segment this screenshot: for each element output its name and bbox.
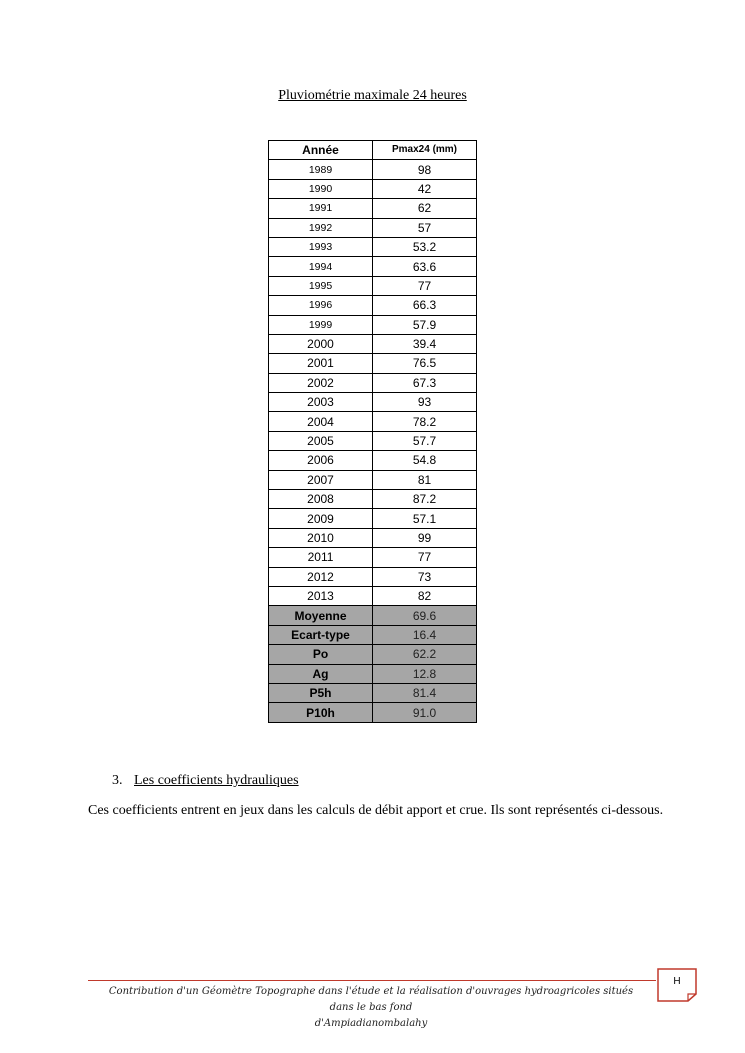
pmax24-cell: 57 bbox=[373, 218, 477, 237]
pmax24-cell: 73 bbox=[373, 567, 477, 586]
footer-line-1: Contribution d'un Géomètre Topographe dans l'étude et la réalisation d'ouvrages hydroagricoles situés dans le bas fond bbox=[108, 986, 634, 1013]
table-row bbox=[269, 160, 477, 179]
stat-value-cell: 12.8 bbox=[373, 664, 477, 683]
stat-value-cell: 69.6 bbox=[373, 606, 477, 625]
table-row bbox=[269, 567, 477, 586]
stat-row bbox=[269, 664, 477, 683]
year-cell: 2002 bbox=[269, 373, 373, 392]
year-cell: 2009 bbox=[269, 509, 373, 528]
stat-row bbox=[269, 703, 477, 722]
table-row bbox=[269, 412, 477, 431]
section-paragraph: Ces coefficients entrent en jeux dans les calculs de débit apport et crue. Ils sont représentés ci-dessous. bbox=[88, 803, 664, 818]
year-cell: 2007 bbox=[269, 470, 373, 489]
table-row bbox=[269, 237, 477, 256]
pmax24-cell: 99 bbox=[373, 528, 477, 547]
stat-row bbox=[269, 606, 477, 625]
pmax24-cell: 57.1 bbox=[373, 509, 477, 528]
footer-caption bbox=[96, 984, 646, 1032]
year-cell: 2003 bbox=[269, 393, 373, 412]
pmax24-cell: 93 bbox=[373, 393, 477, 412]
year-cell: 1992 bbox=[269, 218, 373, 237]
pmax24-cell: 67.3 bbox=[373, 373, 477, 392]
table-row bbox=[269, 528, 477, 547]
year-cell: 2000 bbox=[269, 334, 373, 353]
table-title: Pluviométrie maximale 24 heures bbox=[278, 88, 467, 103]
pmax24-cell: 82 bbox=[373, 586, 477, 605]
pmax24-cell: 77 bbox=[373, 276, 477, 295]
footer-divider bbox=[88, 980, 656, 981]
footer-line-2: d'Ampiadianombalahy bbox=[314, 1018, 428, 1029]
table-row bbox=[269, 548, 477, 567]
year-cell: 1990 bbox=[269, 179, 373, 198]
pmax24-cell: 53.2 bbox=[373, 237, 477, 256]
table-row bbox=[269, 276, 477, 295]
stat-label-cell: P10h bbox=[269, 703, 373, 722]
table-row bbox=[269, 586, 477, 605]
table-row bbox=[269, 393, 477, 412]
table-row bbox=[269, 296, 477, 315]
pmax24-cell: 42 bbox=[373, 179, 477, 198]
page-number: H bbox=[673, 976, 681, 987]
year-cell: 2001 bbox=[269, 354, 373, 373]
year-cell: 1989 bbox=[269, 160, 373, 179]
pmax24-cell: 98 bbox=[373, 160, 477, 179]
pmax24-cell: 77 bbox=[373, 548, 477, 567]
table-row bbox=[269, 451, 477, 470]
pmax24-cell: 81 bbox=[373, 470, 477, 489]
table-row bbox=[269, 509, 477, 528]
stat-label-cell: P5h bbox=[269, 683, 373, 702]
year-cell: 1993 bbox=[269, 237, 373, 256]
year-cell: 2013 bbox=[269, 586, 373, 605]
year-cell: 2011 bbox=[269, 548, 373, 567]
section-number: 3. bbox=[112, 773, 123, 788]
column-header-year: Année bbox=[269, 141, 373, 160]
stat-row bbox=[269, 683, 477, 702]
section-heading bbox=[112, 773, 299, 789]
table-row bbox=[269, 373, 477, 392]
pmax24-cell: 57.9 bbox=[373, 315, 477, 334]
year-cell: 1999 bbox=[269, 315, 373, 334]
table-row bbox=[269, 199, 477, 218]
stat-label-cell: Po bbox=[269, 645, 373, 664]
pmax24-cell: 62 bbox=[373, 199, 477, 218]
table-row bbox=[269, 218, 477, 237]
rainfall-table bbox=[268, 140, 477, 723]
table-row bbox=[269, 490, 477, 509]
column-header-pmax24: Pmax24 (mm) bbox=[373, 141, 477, 160]
stat-label-cell: Moyenne bbox=[269, 606, 373, 625]
year-cell: 2005 bbox=[269, 431, 373, 450]
page-number-badge bbox=[657, 968, 697, 1002]
year-cell: 2010 bbox=[269, 528, 373, 547]
year-cell: 2006 bbox=[269, 451, 373, 470]
stat-value-cell: 16.4 bbox=[373, 625, 477, 644]
stat-row bbox=[269, 625, 477, 644]
year-cell: 2012 bbox=[269, 567, 373, 586]
year-cell: 1995 bbox=[269, 276, 373, 295]
table-row bbox=[269, 179, 477, 198]
table-row bbox=[269, 334, 477, 353]
pmax24-cell: 78.2 bbox=[373, 412, 477, 431]
stat-value-cell: 81.4 bbox=[373, 683, 477, 702]
stat-value-cell: 62.2 bbox=[373, 645, 477, 664]
pmax24-cell: 54.8 bbox=[373, 451, 477, 470]
section-title: Les coefficients hydrauliques bbox=[134, 773, 299, 788]
year-cell: 2008 bbox=[269, 490, 373, 509]
year-cell: 1994 bbox=[269, 257, 373, 276]
stat-row bbox=[269, 645, 477, 664]
pmax24-cell: 63.6 bbox=[373, 257, 477, 276]
pmax24-cell: 66.3 bbox=[373, 296, 477, 315]
pmax24-cell: 57.7 bbox=[373, 431, 477, 450]
pmax24-cell: 39.4 bbox=[373, 334, 477, 353]
pmax24-cell: 76.5 bbox=[373, 354, 477, 373]
table-header-row bbox=[269, 141, 477, 160]
year-cell: 2004 bbox=[269, 412, 373, 431]
table-row bbox=[269, 431, 477, 450]
table-row bbox=[269, 470, 477, 489]
pmax24-cell: 87.2 bbox=[373, 490, 477, 509]
table-row bbox=[269, 354, 477, 373]
stat-label-cell: Ag bbox=[269, 664, 373, 683]
stat-value-cell: 91.0 bbox=[373, 703, 477, 722]
year-cell: 1991 bbox=[269, 199, 373, 218]
table-row bbox=[269, 315, 477, 334]
stat-label-cell: Ecart-type bbox=[269, 625, 373, 644]
year-cell: 1996 bbox=[269, 296, 373, 315]
table-row bbox=[269, 257, 477, 276]
